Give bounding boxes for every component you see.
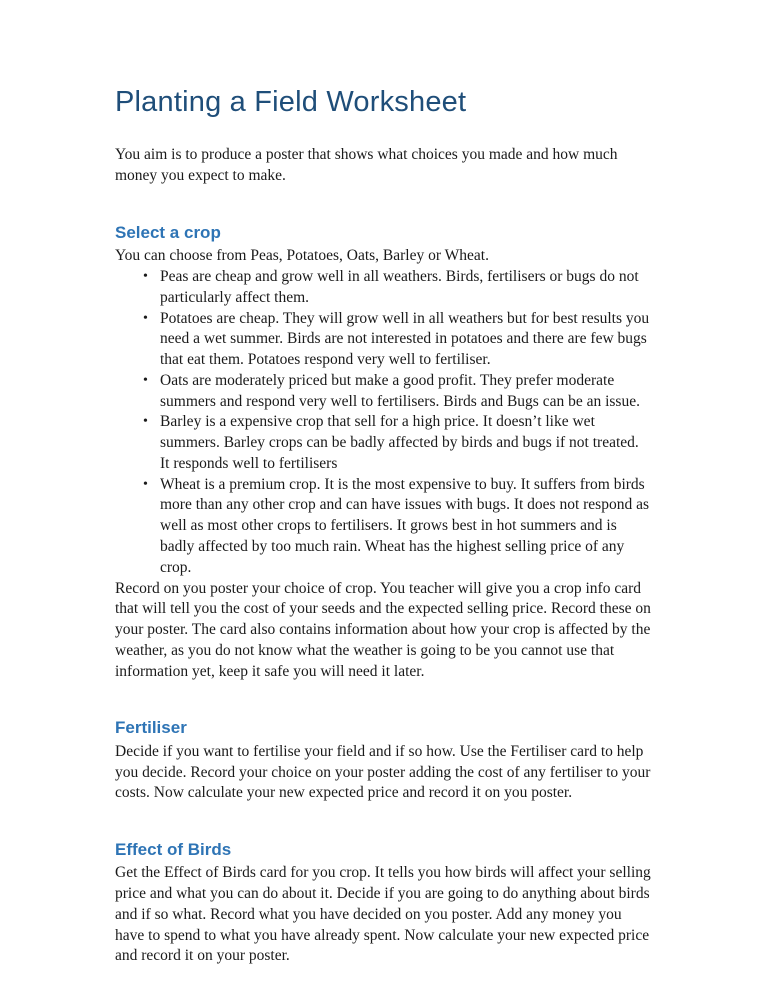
- section-select-a-crop: [115, 223, 652, 682]
- fertiliser-paragraph: Decide if you want to fertilise your field and if so how. Use the Fertiliser card to help you decide. Record your choice on your poster adding the cost of any fertiliser to your costs. Now calculate your new expected price and record it on you poster.: [115, 742, 651, 802]
- bullet-item-oats: • Oats are moderately priced but make a good profit. They prefer moderate summers and respond very well to fertilisers. Birds and Bugs can be an issue.: [115, 371, 652, 413]
- effect-of-birds-paragraph: Get the Effect of Birds card for you crop. It tells you how birds will affect your selling price and what you can do about it. Decide if you are going to do anything about birds and if so what. Record what you have decided on you poster. Add any money you have to spend to what you have already spent. Now calculate your new expected price and record it on your poster.: [115, 864, 651, 965]
- intro-paragraph: You aim is to produce a poster that shows what choices you made and how much money you expect to make.: [115, 146, 618, 185]
- document-title: Planting a Field Worksheet: [115, 86, 467, 118]
- fertiliser-heading: Fertiliser: [115, 718, 187, 738]
- crop-choices-lead: You can choose from Peas, Potatoes, Oats, Barley or Wheat.: [115, 247, 489, 265]
- crop-options-list: [115, 267, 652, 578]
- bullet-item-wheat: • Wheat is a premium crop. It is the most expensive to buy. It suffers from birds more than any other crop and can have issues with bugs. It does not respond as well as most other crops to fertilisers. It grows best in hot summers and is badly affected by too much rain. Wheat has the highest selling price of any crop.: [115, 475, 652, 579]
- bullet-item-barley: • Barley is a expensive crop that sell for a high price. It doesn’t like wet summers. Barley crops can be badly affected by birds and bugs if not treated. It responds well to fertilisers: [115, 412, 652, 474]
- bullet-item-peas: • Peas are cheap and grow well in all weathers. Birds, fertilisers or bugs do not particularly affect them.: [115, 267, 652, 309]
- section-fertiliser: [115, 718, 652, 804]
- section-effect-of-birds: [115, 840, 652, 967]
- bullet-item-potatoes: • Potatoes are cheap. They will grow well in all weathers but for best results you need a wet summer. Birds are not interested in potatoes and there are few bugs that eat them. Potatoes respond very well to fertiliser.: [115, 309, 652, 371]
- record-instructions-paragraph: Record on you poster your choice of crop. You teacher will give you a crop info card that will tell you the cost of your seeds and the expected selling price. Record these on your poster. The card also contains information about how your crop is affected by the weather, as you do not know what the weather is going to be you cannot use that information yet, keep it safe you will need it later.: [115, 579, 651, 680]
- select-a-crop-heading: Select a crop: [115, 222, 221, 242]
- effect-of-birds-heading: Effect of Birds: [115, 840, 232, 860]
